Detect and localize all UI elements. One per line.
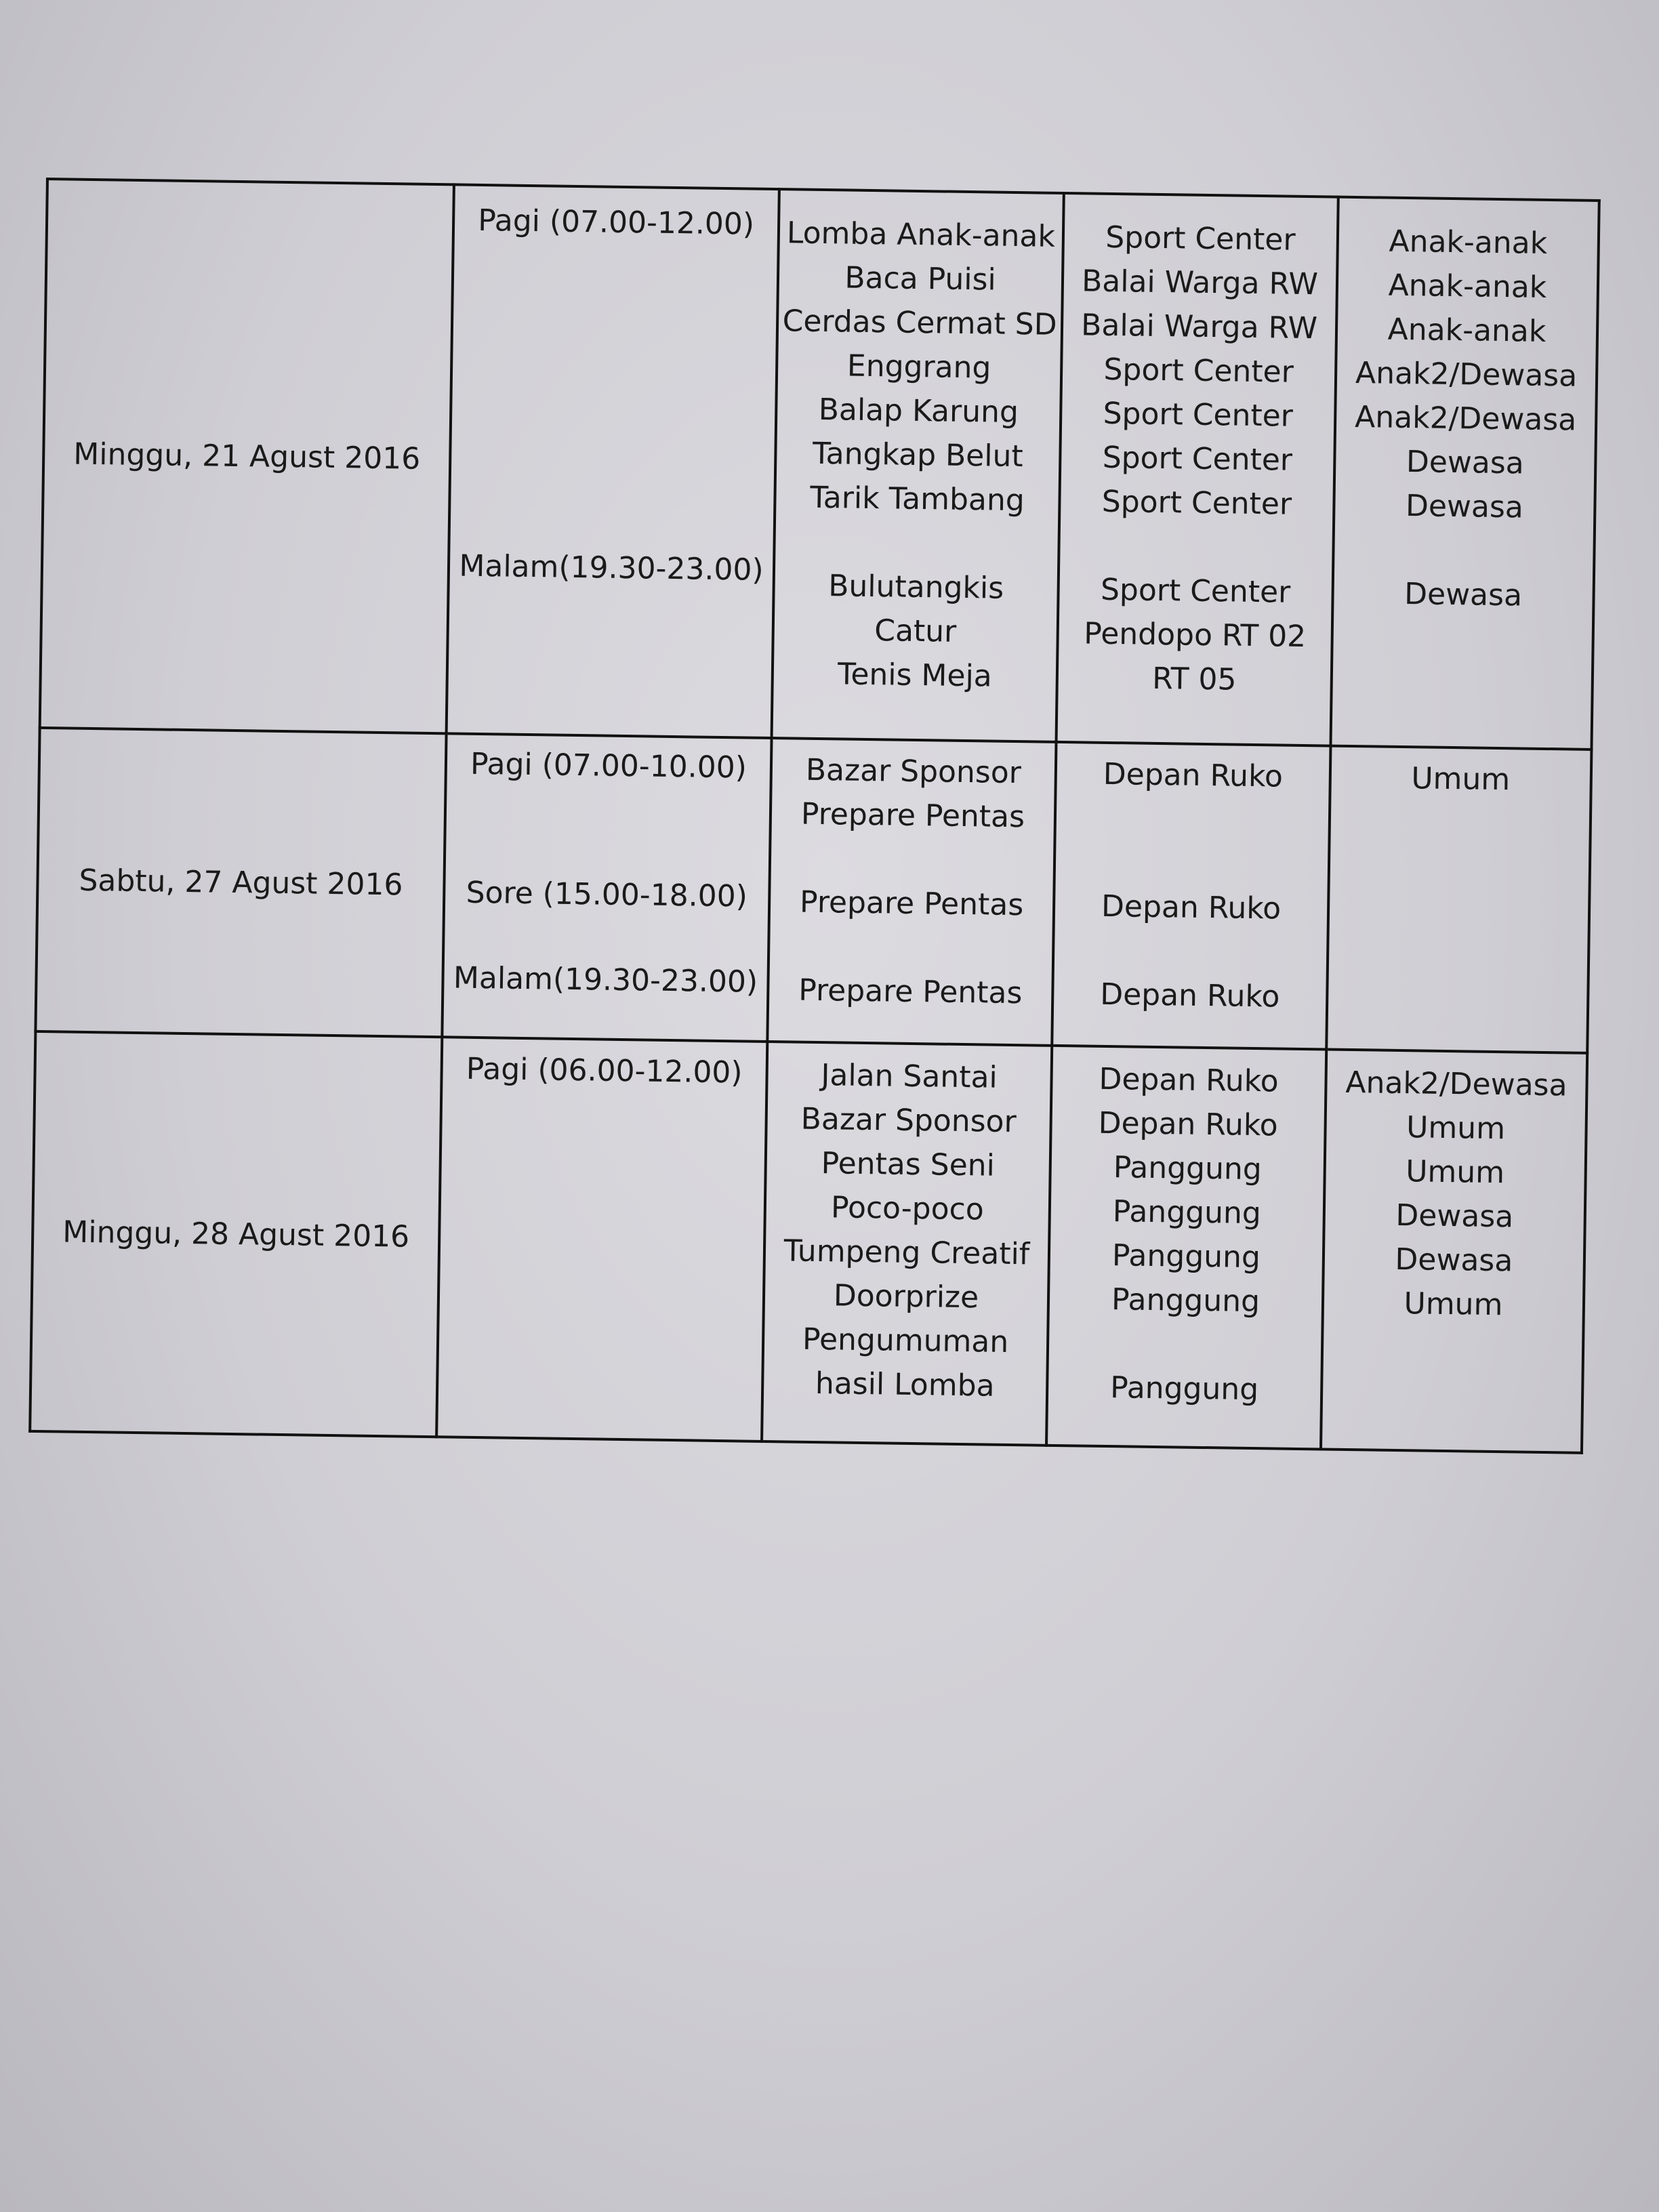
activity-item: Bazar Sponsor: [805, 752, 1022, 791]
date-cell: [30, 1031, 442, 1437]
participant-item: Umum: [1405, 1154, 1505, 1191]
time-cell: [436, 1037, 767, 1441]
location-item: Panggung: [1111, 1282, 1261, 1319]
location-item: Sport Center: [1103, 352, 1294, 390]
activity-item: Tangkap Belut: [812, 436, 1024, 474]
activity-item: [771, 836, 1054, 884]
date-label: Minggu, 28 Agust 2016: [62, 1214, 410, 1254]
time-cell: [442, 733, 771, 1042]
date-cell: [35, 728, 446, 1037]
activity-item: Pentas Seni: [821, 1146, 996, 1183]
location-item: Sport Center: [1100, 572, 1291, 610]
location-cell: [1052, 742, 1330, 1050]
schedule-table: [28, 178, 1601, 1454]
location-item: RT 05: [1151, 661, 1237, 697]
participant-item: Dewasa: [1395, 1197, 1514, 1235]
location-item: [1060, 523, 1332, 571]
table-row: [30, 1031, 1587, 1453]
activity-item: Tenis Meja: [837, 657, 993, 694]
activity-cell: [772, 189, 1064, 742]
activity-item: hasil Lomba: [815, 1366, 995, 1404]
location-item: [1056, 840, 1328, 888]
location-item: Depan Ruko: [1098, 1105, 1279, 1143]
participant-item: Anak2/Dewasa: [1355, 356, 1578, 394]
location-item: Depan Ruko: [1099, 977, 1280, 1015]
activity-item: Prepare Pentas: [799, 884, 1024, 923]
location-item: Sport Center: [1103, 396, 1294, 434]
participant-item: Dewasa: [1406, 445, 1525, 481]
activity-item: Prepare Pentas: [800, 796, 1025, 835]
time-label: Malam(19.30-23.00): [459, 548, 764, 588]
location-item: Depan Ruko: [1101, 888, 1282, 926]
activity-item: Pengumuman: [802, 1322, 1009, 1359]
activity-item: Enggrang: [846, 348, 991, 386]
activity-item: Prepare Pentas: [798, 972, 1023, 1011]
location-item: Sport Center: [1105, 220, 1296, 258]
time-label: Sore (15.00-18.00): [466, 875, 748, 914]
location-cell: [1046, 1046, 1326, 1450]
participant-item: [1334, 527, 1593, 575]
participant-cell: [1330, 197, 1599, 750]
activity-item: [770, 924, 1052, 972]
participant-item: Anak-anak: [1387, 312, 1547, 349]
activity-item: Doorprize: [833, 1278, 979, 1315]
time-cell: [447, 184, 779, 738]
location-item: Balai Warga RW: [1080, 308, 1318, 346]
location-item: Sport Center: [1101, 484, 1292, 522]
location-item: [1049, 1321, 1322, 1369]
time-label: Pagi (06.00-12.00): [466, 1051, 743, 1090]
activity-item: Lomba Anak-anak: [786, 216, 1056, 254]
location-item: Panggung: [1113, 1150, 1263, 1187]
activity-cell: [767, 738, 1056, 1046]
location-item: Balai Warga RW: [1081, 264, 1319, 302]
location-item: Panggung: [1112, 1194, 1262, 1231]
participant-item: Dewasa: [1404, 577, 1523, 613]
location-item: Depan Ruko: [1103, 756, 1284, 794]
activity-item: Baca Puisi: [844, 260, 997, 298]
participant-cell: [1321, 1050, 1587, 1453]
location-cell: [1057, 193, 1338, 746]
participant-item: Anak-anak: [1388, 268, 1547, 305]
participant-item: Umum: [1404, 1286, 1503, 1323]
activity-item: Cerdas Cermat SD: [782, 304, 1057, 342]
location-item: Panggung: [1111, 1238, 1261, 1275]
participant-item: Anak2/Dewasa: [1345, 1065, 1568, 1103]
time-label: Pagi (07.00-12.00): [477, 203, 755, 242]
participant-item: Dewasa: [1395, 1242, 1513, 1279]
activity-item: Catur: [874, 613, 957, 649]
activity-item: [775, 519, 1058, 567]
location-item: [1054, 928, 1327, 976]
participant-item: Umum: [1406, 1110, 1506, 1147]
activity-item: Bazar Sponsor: [800, 1101, 1017, 1140]
table-row: [35, 728, 1591, 1053]
date-label: Sabtu, 27 Agust 2016: [79, 863, 403, 902]
activity-cell: [762, 1042, 1052, 1446]
activity-item: Jalan Santai: [821, 1058, 998, 1095]
location-item: Pendopo RT 02: [1083, 616, 1307, 655]
activity-item: Bulutangkis: [827, 569, 1004, 606]
time-label: Malam(19.30-23.00): [453, 960, 758, 1000]
date-cell: [40, 179, 454, 733]
location-item: Sport Center: [1102, 440, 1293, 478]
participant-item: Anak2/Dewasa: [1354, 400, 1577, 438]
participant-item: Dewasa: [1405, 489, 1524, 525]
participant-item: Umum: [1411, 761, 1511, 798]
date-label: Minggu, 21 Agust 2016: [73, 436, 421, 476]
activity-item: Balap Karung: [818, 392, 1019, 430]
activity-item: Poco-poco: [830, 1190, 985, 1227]
participant-cell: [1326, 746, 1591, 1053]
location-item: Depan Ruko: [1099, 1061, 1279, 1099]
table-row: [40, 179, 1599, 750]
activity-item: Tumpeng Creatif: [783, 1233, 1030, 1272]
participant-item: Anak-anak: [1389, 224, 1548, 261]
location-item: Panggung: [1109, 1370, 1259, 1408]
time-label: Pagi (07.00-10.00): [470, 746, 747, 785]
location-item: [1057, 796, 1329, 844]
activity-item: Tarik Tambang: [809, 480, 1025, 518]
